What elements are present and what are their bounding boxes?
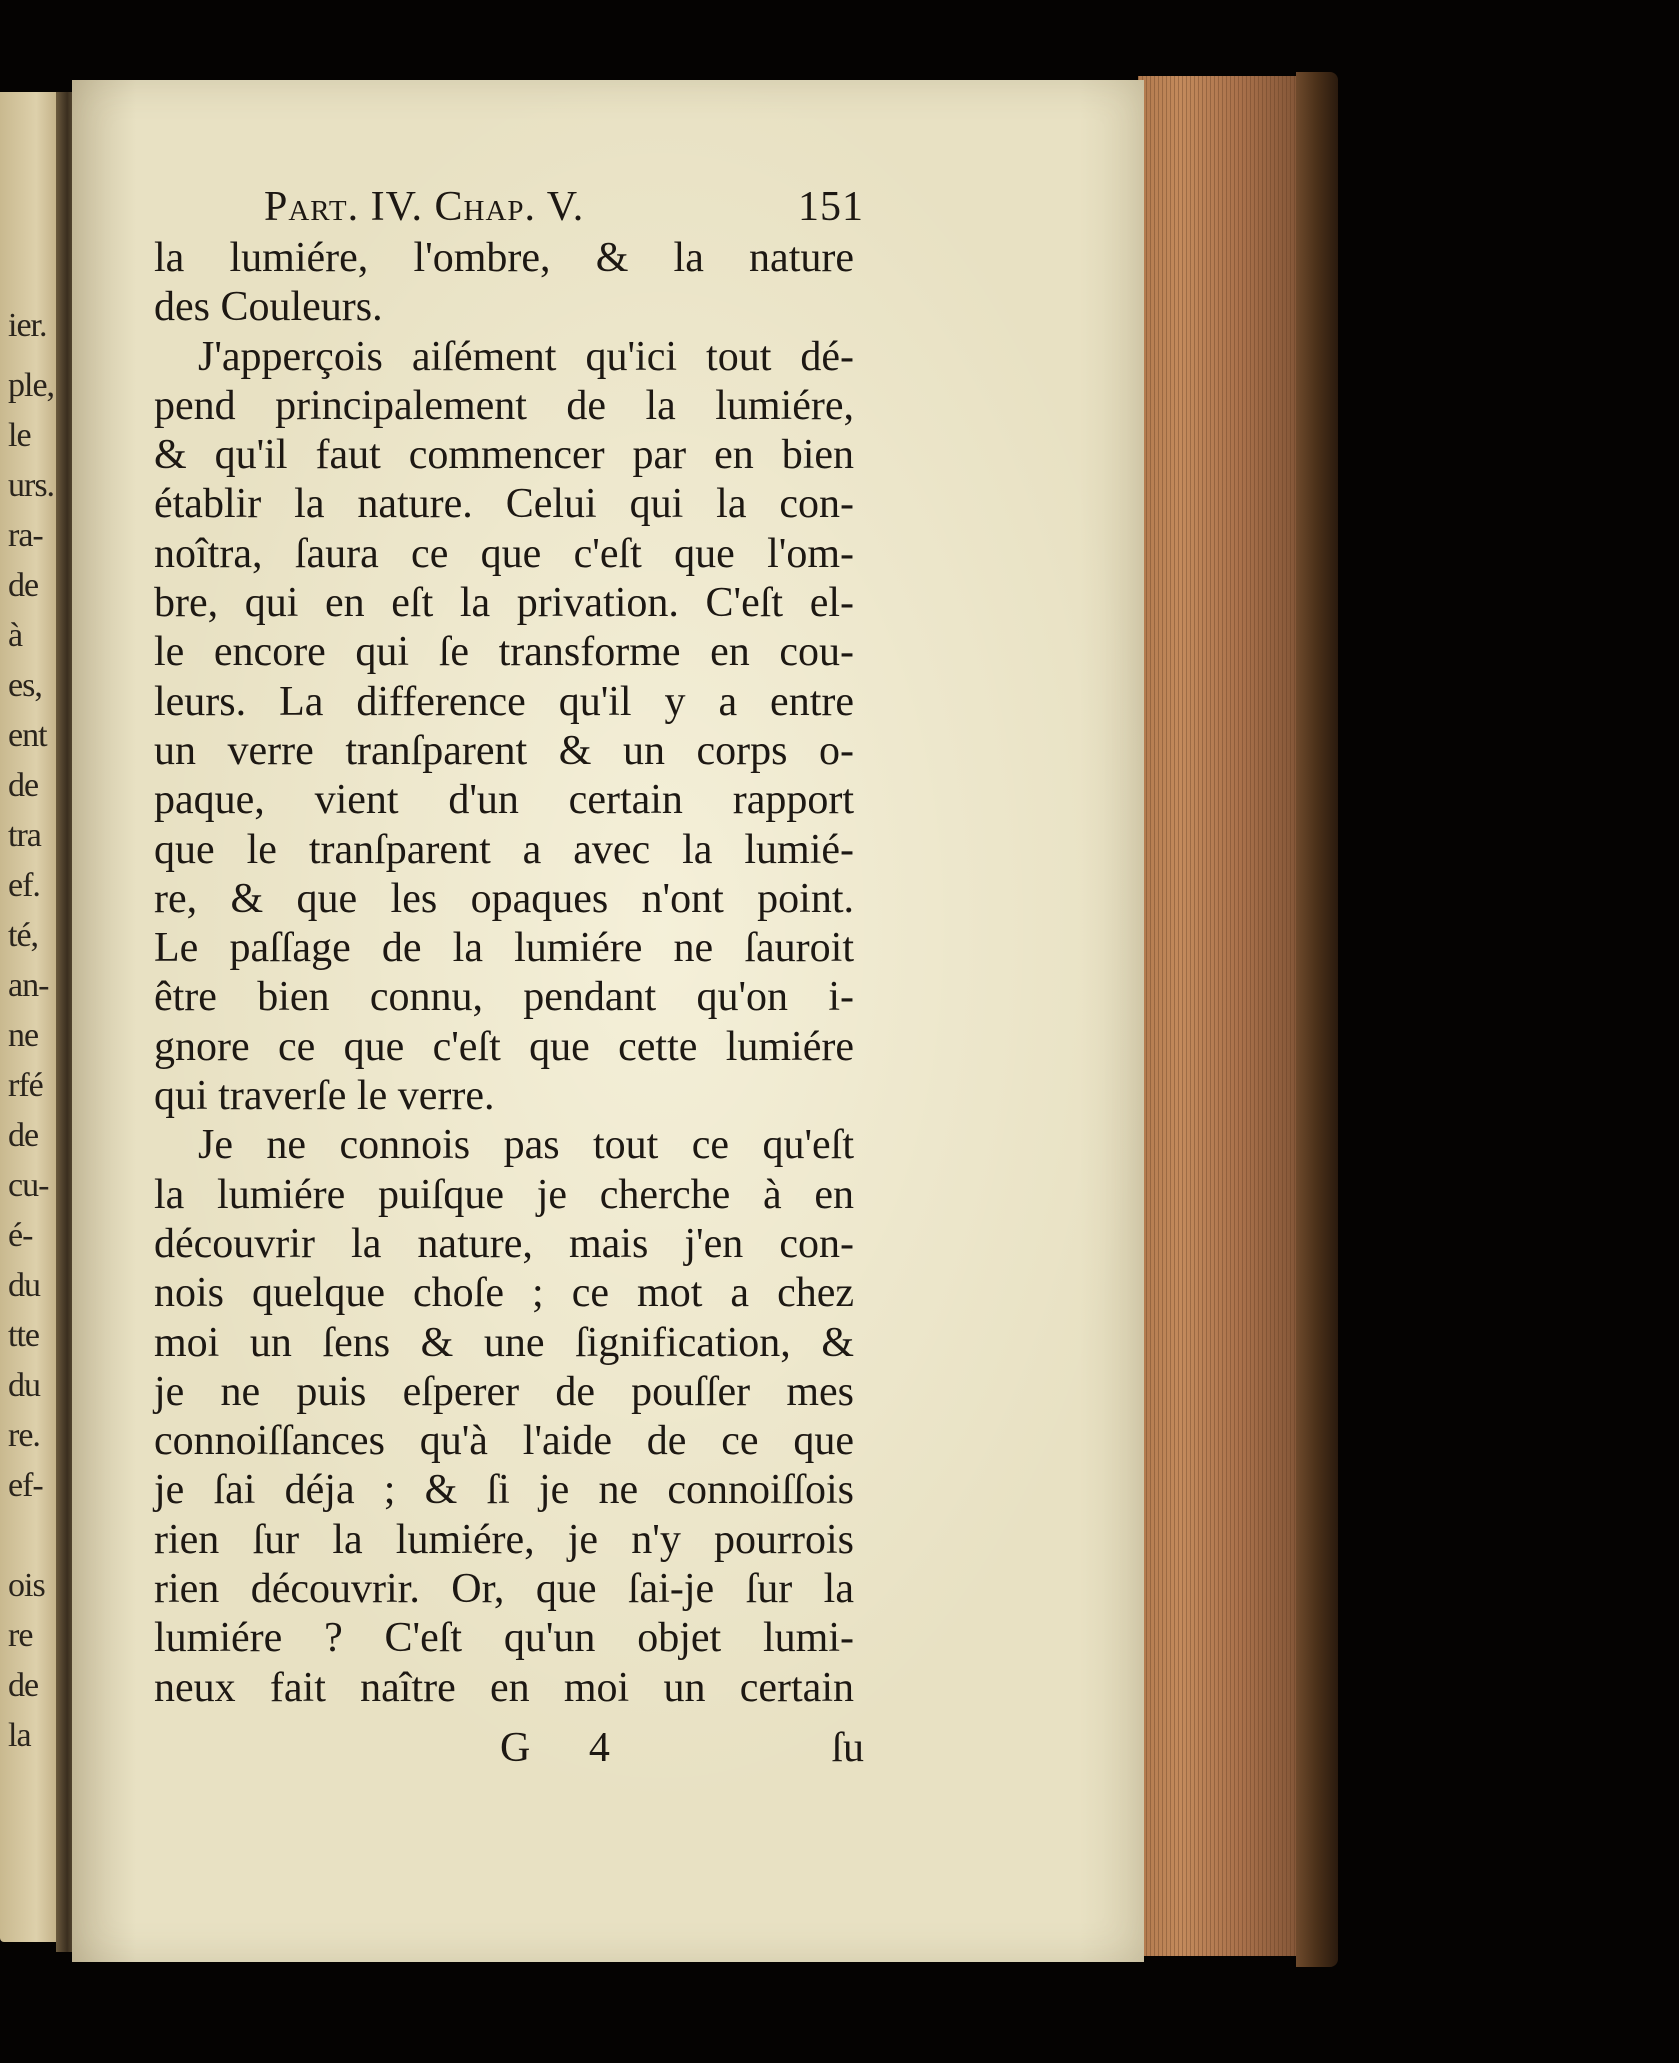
left-page-fragment: cu-: [8, 1167, 49, 1204]
text-line: moi un ſens & une ſignification, &: [154, 1319, 854, 1366]
left-page-fragment: de: [8, 767, 39, 804]
text-line: que le tranſparent a avec la lumié-: [154, 826, 854, 873]
text-line: noîtra, ſaura ce que c'eſt que l'om-: [154, 530, 854, 577]
text-line: neux fait naître en moi un certain: [154, 1664, 854, 1711]
text-line: le encore qui ſe transforme en cou-: [154, 629, 854, 676]
left-page-fragment: urs.: [8, 467, 55, 504]
book-cover-edge: [1296, 72, 1338, 1967]
text-line: leurs. La difference qu'il y a entre: [154, 678, 854, 725]
left-page-fragment: ra-: [8, 517, 43, 554]
left-page-fragment: re.: [8, 1417, 40, 1454]
chapter-heading: Part. IV. Chap. V.: [264, 184, 585, 230]
text-line: nois quelque choſe ; ce mot a chez: [154, 1270, 854, 1317]
left-page-fragment: tte: [8, 1317, 39, 1354]
text-line: connoiſſances qu'à l'aide de ce que: [154, 1418, 854, 1465]
signature-mark: G 4: [500, 1725, 634, 1771]
text-line: rien découvrir. Or, que ſai-je ſur la: [154, 1566, 854, 1613]
left-page-fragment: de: [8, 1667, 39, 1704]
text-line: gnore ce que c'eſt que cette lumiére: [154, 1023, 854, 1070]
left-page-fragment: an-: [8, 967, 49, 1004]
left-page-fragment: tra: [8, 817, 41, 854]
left-page-fragment: ef-: [8, 1467, 43, 1504]
text-line: établir la nature. Celui qui la con-: [154, 481, 854, 528]
text-line: rien ſur la lumiére, je n'y pourrois: [154, 1516, 854, 1563]
text-line: la lumiére puiſque je cherche à en: [154, 1171, 854, 1218]
left-page-fragment: té,: [8, 917, 39, 954]
text-line: pend principalement de la lumiére,: [154, 382, 854, 429]
left-page-fragment: du: [8, 1367, 40, 1404]
left-page-fragment: ier.: [8, 307, 47, 344]
text-line: J'apperçois aiſément qu'ici tout dé-: [198, 333, 854, 380]
left-page-fragment: à: [8, 617, 23, 654]
text-line: qui traverſe le verre.: [154, 1073, 495, 1120]
text-line: paque, vient d'un certain rapport: [154, 777, 854, 824]
left-page-fragment: de: [8, 567, 39, 604]
page-edges: [1138, 76, 1312, 1956]
left-page-fragment: ent: [8, 717, 47, 754]
text-line: être bien connu, pendant qu'on i-: [154, 974, 854, 1021]
text-line: je ne puis eſperer de pouſſer mes: [154, 1368, 854, 1415]
left-page-fragment: du: [8, 1267, 40, 1304]
text-line: je ſai déja ; & ſi je ne connoiſſois: [154, 1467, 854, 1514]
left-page-fragment: la: [8, 1717, 31, 1754]
text-line: un verre tranſparent & un corps o-: [154, 727, 854, 774]
left-page-fragment: ne: [8, 1017, 39, 1054]
left-page-fragment: ef.: [8, 867, 40, 904]
left-page-fragment: es,: [8, 667, 42, 704]
running-head: [264, 183, 864, 233]
left-page-fragment: de: [8, 1117, 39, 1154]
text-line: bre, qui en eſt la privation. C'eſt el-: [154, 580, 854, 627]
text-line: la lumiére, l'ombre, & la nature: [154, 235, 854, 281]
text-line: re, & que les opaques n'ont point.: [154, 875, 854, 922]
left-page-fragment: ois: [8, 1567, 45, 1604]
page-number: 151: [798, 184, 864, 230]
text-line: découvrir la nature, mais j'en con-: [154, 1220, 854, 1267]
catchword: ſu: [831, 1725, 864, 1771]
left-page-fragment: é-: [8, 1217, 33, 1254]
left-page-fragment: ple,: [8, 367, 55, 404]
text-line: lumiére ? C'eſt qu'un objet lumi-: [154, 1615, 854, 1662]
body-text: [154, 234, 854, 1713]
page-footer: [500, 1724, 864, 1774]
left-page-fragment: le: [8, 417, 31, 454]
text-line: Le paſſage de la lumiére ne ſauroit: [154, 925, 854, 972]
left-page-fragment: re: [8, 1617, 33, 1654]
left-page-fragment: rfé: [8, 1067, 43, 1104]
text-line: Je ne connois pas tout ce qu'eſt: [198, 1122, 854, 1169]
text-line: & qu'il faut commencer par en bien: [154, 432, 854, 479]
text-line: des Couleurs.: [154, 284, 383, 331]
